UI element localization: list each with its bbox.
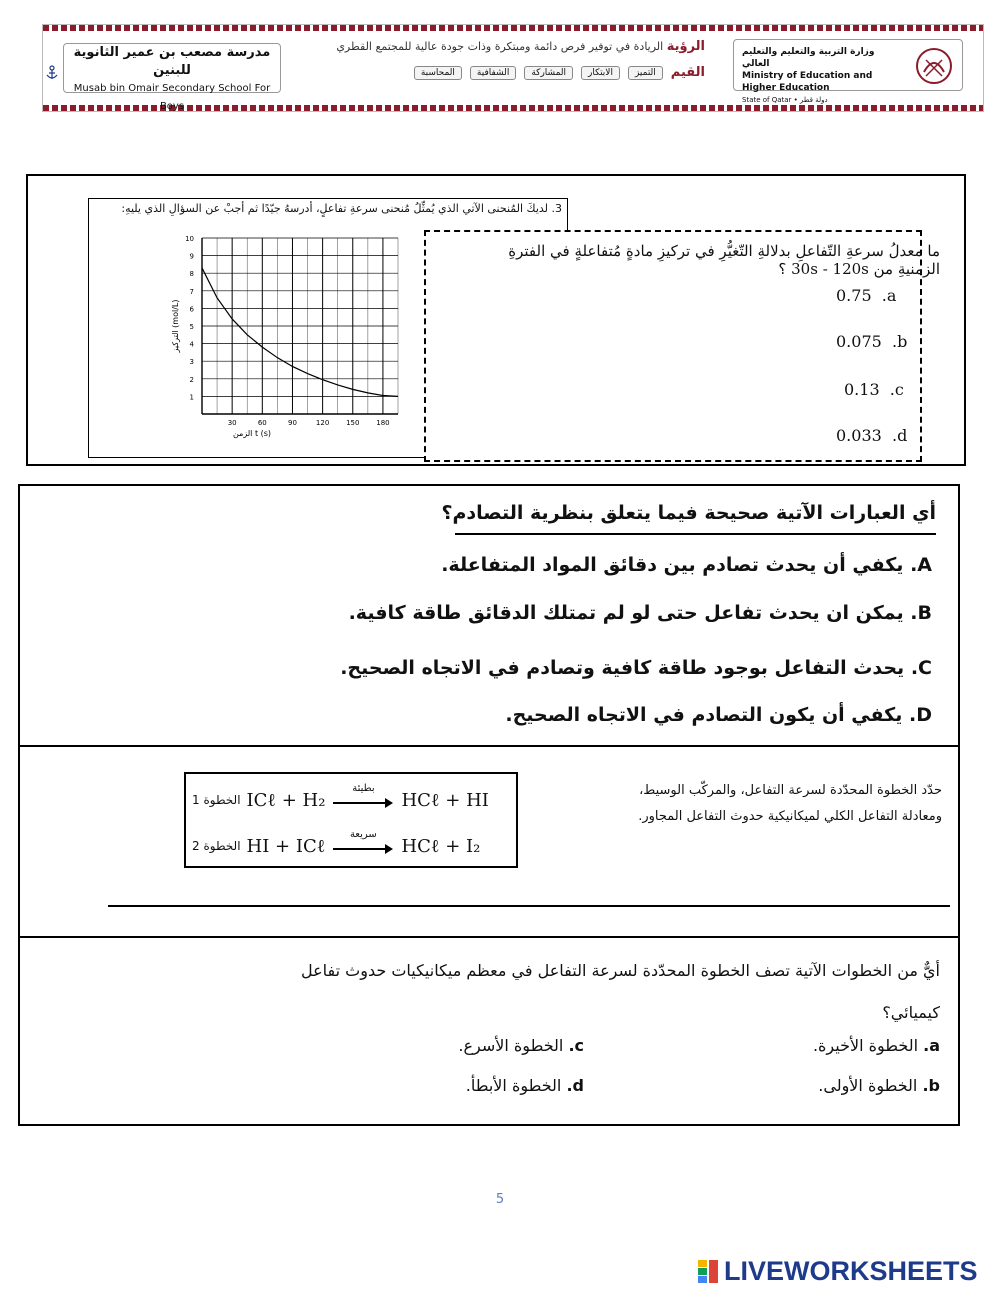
y-tick-label: 10 <box>185 235 194 243</box>
series-line <box>202 268 398 396</box>
option-A[interactable] <box>441 554 932 576</box>
option-c[interactable] <box>458 1036 584 1055</box>
ministry-name-en: Ministry of Education and Higher Education <box>742 71 873 93</box>
y-tick-label: 4 <box>189 340 194 349</box>
reaction-arrow-icon <box>333 783 393 807</box>
option-letter: d. <box>566 1076 584 1095</box>
value-chip: الشفافية <box>470 66 516 80</box>
y-tick-label: 8 <box>189 270 194 279</box>
option-a[interactable] <box>836 286 896 305</box>
question-3-prompt <box>522 778 942 830</box>
option-letter: b. <box>922 1076 940 1095</box>
header-banner <box>42 24 984 112</box>
x-tick-label: 90 <box>288 419 297 427</box>
option-D[interactable] <box>505 704 932 726</box>
value-chip: الابتكار <box>581 66 620 80</box>
option-text: الخطوة الأسرع. <box>458 1036 564 1055</box>
option-text: يمكن ان يحدث تفاعل حتى لو لم تمتلك الدقائق طاقة كافية. <box>348 602 904 624</box>
vision-text: الريادة في توفير فرص دائمة ومبتكرة وذات جودة عالية للمجتمع القطري <box>336 40 664 53</box>
liveworksheets-logo-icon <box>698 1258 720 1284</box>
question-4-prompt <box>60 950 940 1034</box>
option-text: 0.13 <box>844 380 880 399</box>
decorative-stripe-top <box>43 25 983 31</box>
divider <box>18 745 960 747</box>
option-text: 0.033 <box>836 426 882 445</box>
values-row <box>305 65 705 80</box>
y-tick-label: 2 <box>189 375 194 384</box>
prompt-line: ومعادلة التفاعل الكلي لميكانيكية حدوث التفاعل المجاور. <box>638 809 942 824</box>
y-tick-label: 5 <box>189 323 194 331</box>
step-products: HCℓ + I₂ <box>401 835 481 857</box>
option-d[interactable] <box>836 426 907 445</box>
mechanism-step-2 <box>192 826 510 866</box>
y-tick-label: 1 <box>189 393 194 402</box>
option-a[interactable] <box>813 1036 940 1055</box>
option-text: يكفي أن يحدث تصادم بين دقائق المواد المتفاعلة. <box>441 554 904 576</box>
option-letter: .b <box>886 332 908 351</box>
mechanism-box <box>184 772 518 868</box>
option-letter: c. <box>568 1036 584 1055</box>
school-name-ar: مدرسة مصعب بن عمير الثانوية للبنين <box>73 45 271 78</box>
step-products: HCℓ + HI <box>401 789 489 811</box>
option-text: الخطوة الأخيرة. <box>812 1036 919 1055</box>
y-tick-label: 9 <box>189 252 194 261</box>
x-tick-label: 150 <box>346 419 360 427</box>
option-b[interactable] <box>818 1076 940 1095</box>
mechanism-step-1 <box>192 780 510 820</box>
option-letter: C. <box>910 657 932 679</box>
option-text: الخطوة الأولى. <box>818 1076 918 1095</box>
concentration-time-chart <box>160 228 420 456</box>
y-tick-label: 6 <box>189 305 194 314</box>
step-reactants: ICℓ + H₂ <box>246 789 326 811</box>
divider <box>18 936 960 938</box>
x-tick-label: 30 <box>227 419 237 427</box>
values-label: القيم <box>670 65 705 80</box>
step-label: الخطوة 1 <box>192 793 241 807</box>
option-letter: .a <box>876 286 897 305</box>
ministry-logo-box <box>733 39 963 104</box>
option-letter: D. <box>909 704 932 726</box>
anchor-icon <box>45 65 59 81</box>
option-letter: .c <box>884 380 904 399</box>
graph-caption: 3. لديكَ المُنحنى الآتي الذي يُمثِّلُ مُنحنى سرعةِ تفاعلٍ، أدرسهُ جيّدًا ثم أجبْ عن السؤالِ الذي يليهِ: <box>121 202 562 215</box>
vision-label: الرؤية <box>666 39 705 54</box>
value-chip: المحاسبة <box>414 66 462 80</box>
school-logo-box <box>63 43 281 112</box>
option-text: 0.75 <box>836 286 872 305</box>
option-b[interactable] <box>836 332 907 351</box>
option-letter: B. <box>910 602 932 624</box>
arrow-label: بطيئة <box>352 783 375 794</box>
qatar-emblem-icon <box>914 46 954 86</box>
x-tick-label: 60 <box>257 419 267 427</box>
prompt-line: كيميائي؟ <box>882 1003 940 1022</box>
arrow-label: سريعة <box>349 829 377 840</box>
option-text: الخطوة الأبطأ. <box>465 1076 562 1095</box>
prompt-line: أيٌّ من الخطوات الآتية تصف الخطوة المحدّدة لسرعة التفاعل في معظم ميكانيكيات حدوث تفاعل <box>300 961 940 980</box>
ministry-name-ar: وزارة التربية والتعليم والتعليم العالي <box>742 47 875 69</box>
liveworksheets-logo: LIVEWORKSHEETS <box>724 1256 978 1286</box>
y-tick-label: 3 <box>189 358 194 367</box>
prompt-line: حدّد الخطوة المحدّدة لسرعة التفاعل، والمركّب الوسيط، <box>639 783 942 798</box>
x-tick-label: 180 <box>376 419 390 427</box>
option-d[interactable] <box>466 1076 584 1095</box>
option-letter: A. <box>910 554 932 576</box>
school-name-en: Musab bin Omair Secondary School For Boys <box>73 83 271 112</box>
option-text: يحدث التفاعل بوجود طاقة كافية وتصادم في الاتجاه الصحيح. <box>340 657 905 679</box>
reaction-arrow-icon <box>333 829 393 853</box>
option-text: يكفي أن يكون التصادم في الاتجاه الصحيح. <box>505 704 903 726</box>
vision-statement <box>305 39 705 54</box>
option-B[interactable] <box>349 602 932 624</box>
option-C[interactable] <box>340 657 932 679</box>
y-axis-label: التركيز (mol/L) <box>171 299 180 353</box>
question-2-title: أي العبارات الآتية صحيحة فيما يتعلق بنظرية التصادم؟ <box>441 502 936 524</box>
x-axis-label: الزمن t (s) <box>232 429 272 438</box>
x-tick-label: 120 <box>315 419 330 427</box>
title-underline <box>455 533 936 535</box>
ministry-sub: State of Qatar • دولة قطر <box>742 96 828 104</box>
step-reactants: HI + ICℓ <box>246 835 326 857</box>
page-number: 5 <box>495 1192 505 1207</box>
step-label: الخطوة 2 <box>192 839 241 853</box>
value-chip: التميز <box>628 66 663 80</box>
option-letter: .d <box>886 426 908 445</box>
option-letter: a. <box>923 1036 940 1055</box>
value-chip: المشاركة <box>524 66 573 80</box>
option-c[interactable] <box>844 380 904 399</box>
answer-line[interactable] <box>108 905 950 907</box>
question-1-prompt: ما معدلُ سرعةِ التّفاعلِ بدلالةِ التّغيُّرِ في تركيزِ مادةٍ مُتفاعلةٍ في الفترةِ الزمنيةِ من 30s - 120s ؟ <box>508 242 940 278</box>
option-text: 0.075 <box>836 332 882 351</box>
y-tick-label: 7 <box>189 287 194 296</box>
